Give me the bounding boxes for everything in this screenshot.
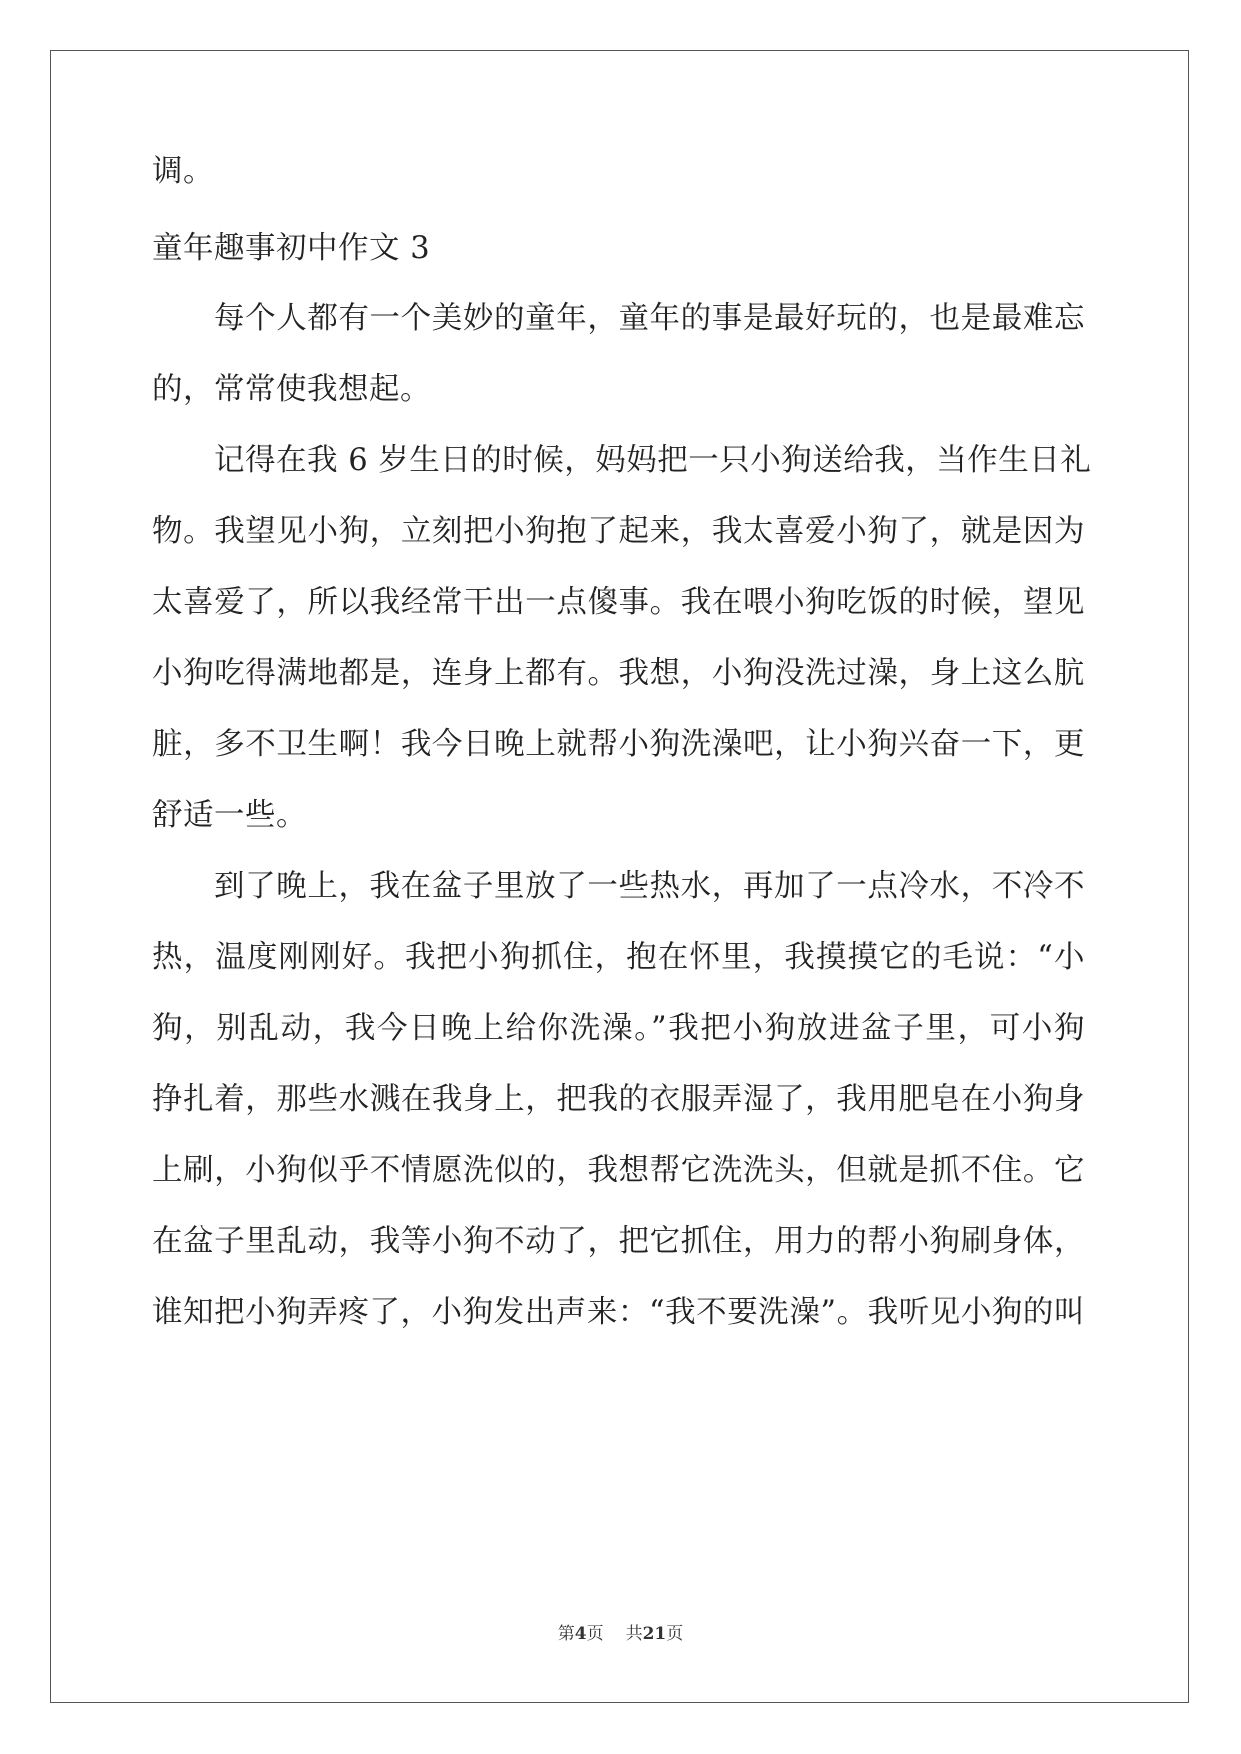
text-line: 物。我望见小狗，立刻把小狗抱了起来，我太喜爱小狗了，就是因为	[152, 514, 1085, 549]
text-line: 太喜爱了，所以我经常干出一点傻事。我在喂小狗吃饭的时候，望见	[152, 585, 1085, 620]
section-heading: 童年趣事初中作文 3	[152, 231, 431, 266]
text-line: 调。	[152, 154, 214, 189]
text-line: 到了晚上，我在盆子里放了一些热水，再加了一点冷水，不冷不	[214, 869, 1085, 904]
text-line: 上刷，小狗似乎不情愿洗似的，我想帮它洗洗头，但就是抓不住。它	[152, 1153, 1085, 1188]
text-line: 的，常常使我想起。	[152, 372, 431, 407]
text-line: 舒适一些。	[152, 798, 307, 833]
text-line: 每个人都有一个美妙的童年，童年的事是最好玩的，也是最难忘	[214, 301, 1085, 336]
text-line: 小狗吃得满地都是，连身上都有。我想，小狗没洗过澡，身上这么肮	[152, 656, 1085, 691]
text-line: 狗，别乱动，我今日晚上给你洗澡。”我把小狗放进盆子里，可小狗	[152, 1011, 1085, 1046]
total-pages: 21	[642, 1624, 667, 1644]
page-label-prefix: 第	[557, 1624, 575, 1644]
text-line: 脏，多不卫生啊！我今日晚上就帮小狗洗澡吧，让小狗兴奋一下，更	[152, 727, 1085, 762]
text-line: 挣扎着，那些水溅在我身上，把我的衣服弄湿了，我用肥皂在小狗身	[152, 1082, 1085, 1117]
total-label-suffix: 页	[666, 1624, 684, 1644]
text-line: 记得在我 6 岁生日的时候，妈妈把一只小狗送给我，当作生日礼	[214, 443, 1092, 478]
page-number: 4	[574, 1624, 587, 1644]
page-label-suffix: 页	[586, 1624, 604, 1644]
total-label-prefix: 共	[625, 1624, 643, 1644]
text-line: 热，温度刚刚好。我把小狗抓住，抱在怀里，我摸摸它的毛说：“小	[152, 940, 1085, 975]
text-line: 谁知把小狗弄疼了，小狗发出声来：“我不要洗澡”。我听见小狗的叫	[152, 1295, 1085, 1330]
text-line: 在盆子里乱动，我等小狗不动了，把它抓住，用力的帮小狗刷身体，	[152, 1224, 1085, 1259]
page-footer	[0, 1622, 1241, 1646]
